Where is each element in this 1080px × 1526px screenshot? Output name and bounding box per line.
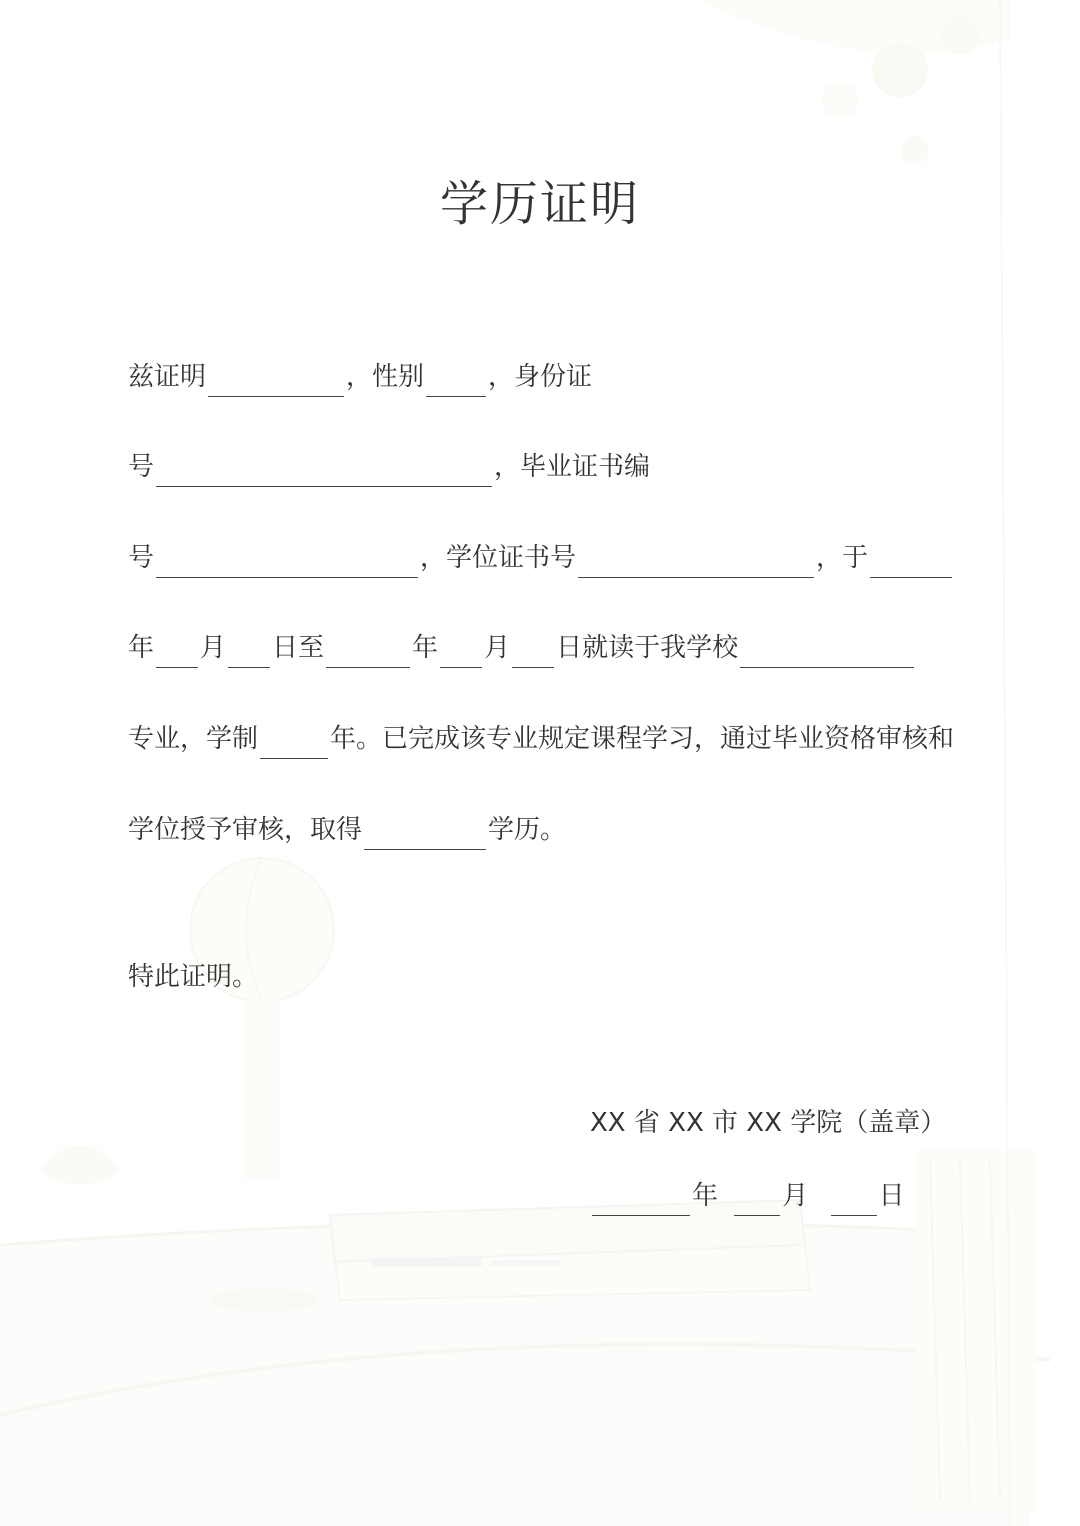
education-level-blank[interactable]	[364, 819, 486, 850]
text-studied-at: 日就读于我学校	[556, 633, 739, 663]
id-number-blank[interactable]	[156, 456, 492, 487]
duration-blank[interactable]	[260, 728, 328, 759]
start-day-blank[interactable]	[228, 637, 270, 668]
text-hereby-certify: 兹证明	[128, 362, 207, 392]
start-year-blank[interactable]	[870, 547, 952, 578]
sign-year-blank[interactable]	[592, 1185, 690, 1216]
issuer-seal: XX 省 XX 市 XX 学院（盖章）	[590, 1108, 947, 1138]
text-day: 日	[878, 1181, 905, 1211]
major-blank[interactable]	[740, 637, 914, 668]
text-day-to: 日至	[272, 633, 325, 663]
name-blank[interactable]	[208, 366, 344, 397]
text-year: 年	[412, 633, 439, 663]
text-diploma-number: ，毕业证书编	[494, 452, 651, 482]
text-degree-review: 学位授予审核，取得	[128, 815, 363, 845]
text-on: ，于	[816, 543, 869, 573]
degree-number-blank[interactable]	[578, 547, 814, 578]
text-id-card: ，身份证	[488, 362, 593, 392]
text-number: 号	[128, 452, 155, 482]
text-education: 学历。	[488, 815, 567, 845]
sign-day-blank[interactable]	[831, 1185, 877, 1216]
text-year: 年	[128, 633, 155, 663]
end-year-blank[interactable]	[326, 637, 410, 668]
body-line-3	[128, 538, 954, 578]
text-month: 月	[200, 633, 227, 663]
body-line-5	[128, 719, 954, 759]
sign-month-blank[interactable]	[734, 1185, 780, 1216]
text-major-duration: 专业，学制	[128, 724, 259, 754]
start-month-blank[interactable]	[156, 637, 198, 668]
body-line-1	[128, 357, 592, 397]
text-month: 月	[782, 1181, 809, 1211]
body-line-6	[128, 810, 566, 850]
gender-blank[interactable]	[426, 366, 486, 397]
text-number: 号	[128, 543, 155, 573]
text-year: 年	[692, 1181, 719, 1211]
text-gender: ，性别	[346, 362, 425, 392]
body-line-2	[128, 447, 650, 487]
body-line-4	[128, 628, 916, 668]
text-degree-certificate: ，学位证书号	[420, 543, 577, 573]
signature-date	[590, 1176, 905, 1216]
document-title: 学历证明	[439, 176, 640, 232]
end-month-blank[interactable]	[440, 637, 482, 668]
diploma-number-blank[interactable]	[156, 547, 418, 578]
text-month: 月	[484, 633, 511, 663]
text-completed-courses: 年。已完成该专业规定课程学习，通过毕业资格审核和	[330, 724, 955, 754]
closing-statement: 特此证明。	[128, 962, 259, 992]
end-day-blank[interactable]	[512, 637, 554, 668]
